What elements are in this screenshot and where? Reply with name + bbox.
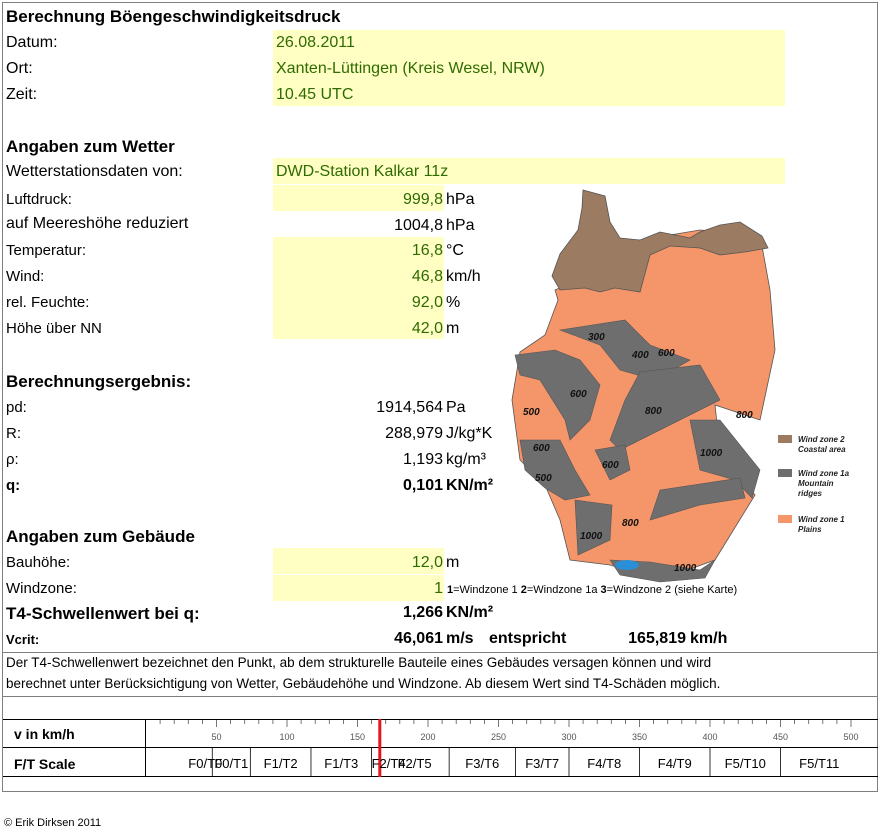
weather-heading: Angaben zum Wetter	[6, 137, 175, 156]
map-label: 800	[645, 406, 662, 417]
map-label: 800	[736, 410, 753, 421]
wind-unit: km/h	[446, 268, 481, 285]
ft-class-cell: F1/T2	[263, 756, 298, 771]
vcrit-kmh-unit: km/h	[690, 630, 728, 647]
copyright: © Erik Dirksen 2011	[4, 817, 102, 829]
map-label: 600	[533, 443, 550, 454]
wind-value[interactable]: 46,8	[411, 268, 443, 285]
lake-constance	[615, 560, 639, 570]
ft-class-cell: F2/T4	[371, 756, 406, 771]
map-label: 600	[658, 348, 675, 359]
zone-note-1: 1	[447, 584, 454, 596]
map-label: 600	[602, 460, 619, 471]
ft-class-cell: F5/T10	[724, 756, 766, 771]
sealevel-unit: hPa	[446, 217, 475, 234]
temperature-unit: °C	[446, 242, 464, 259]
tick-label: 400	[702, 732, 718, 742]
vcrit-ms-unit: m/s	[446, 630, 474, 647]
q-unit: KN/m²	[446, 477, 494, 494]
height-unit: m	[446, 554, 460, 571]
wind-label: Wind:	[6, 268, 45, 285]
map-label: 500	[535, 473, 552, 484]
ft-class-cell: F0/T0	[188, 756, 223, 771]
legend-swatch-coastal	[778, 435, 792, 443]
vcrit-kmh-value: 165,819	[628, 630, 686, 647]
map-label: 1000	[580, 531, 603, 542]
map-label: 600	[570, 389, 587, 400]
results-heading: Berechnungsergebnis:	[6, 372, 192, 391]
pd-unit: Pa	[446, 399, 466, 416]
ft-scale-label: F/T Scale	[14, 756, 76, 772]
humidity-value[interactable]: 92,0	[411, 294, 443, 311]
pd-label: pd:	[6, 399, 27, 416]
zone-note	[447, 585, 737, 596]
map-label: 1000	[700, 448, 723, 459]
pd-value: 1914,564	[376, 399, 443, 416]
altitude-unit: m	[446, 320, 460, 337]
ft-class-cell: F5/T11	[799, 756, 840, 771]
ft-class-cell: F3/T7	[525, 756, 560, 771]
altitude-label: Höhe über NN	[6, 320, 102, 337]
humidity-label: rel. Feuchte:	[6, 294, 90, 311]
q-label: q:	[6, 477, 21, 494]
map-label: 300	[588, 332, 605, 343]
location-value[interactable]: Xanten-Lüttingen (Kreis Wesel, NRW)	[276, 60, 545, 77]
legend-text: Plains	[798, 525, 822, 534]
r-unit: J/kg*K	[446, 425, 493, 442]
ft-class-cell: F3/T6	[465, 756, 500, 771]
map-label: 1000	[674, 563, 697, 574]
r-value: 288,979	[385, 425, 443, 442]
description-line-2: berechnet unter Berücksichtigung von Wetter, Gebäudehöhe und Windzone. Ab diesem Wert sind T4-Schäden möglich.	[6, 676, 721, 691]
zone-note-3: 3	[600, 584, 607, 596]
description-line-1: Der T4-Schwellenwert bezeichnet den Punkt, ab dem strukturelle Bauteile eines Gebäudes versagen können und wird	[6, 655, 712, 670]
vcrit-entspricht: entspricht	[489, 630, 567, 647]
v-scale-label: v in km/h	[14, 726, 75, 742]
divider	[3, 696, 877, 697]
tick-label: 150	[349, 732, 366, 742]
sealevel-label: auf Meereshöhe reduziert	[6, 215, 189, 232]
station-label: Wetterstationsdaten von:	[6, 163, 183, 180]
date-value[interactable]: 26.08.2011	[276, 34, 355, 51]
tick-label: 500	[843, 732, 859, 742]
rho-value: 1,193	[402, 451, 443, 468]
ft-class-cell: F1/T3	[324, 756, 359, 771]
height-value[interactable]: 12,0	[411, 554, 443, 571]
map-label: 800	[622, 518, 639, 529]
vcrit-label: Vcrit:	[6, 632, 40, 647]
vcrit-ms-value: 46,061	[394, 630, 443, 647]
legend-text: Mountain	[798, 479, 834, 488]
tick-label: 200	[420, 732, 436, 742]
r-label: R:	[6, 425, 21, 442]
pressure-value[interactable]: 999,8	[402, 191, 443, 208]
height-label: Bauhöhe:	[6, 554, 71, 571]
tick-label: 50	[211, 732, 222, 742]
pressure-label: Luftdruck:	[6, 191, 72, 208]
threshold-label: T4-Schwellenwert bei q:	[6, 604, 200, 623]
time-label: Zeit:	[6, 86, 38, 103]
location-label: Ort:	[6, 60, 33, 77]
zone-label: Windzone:	[6, 580, 77, 597]
tick-label: 450	[772, 732, 789, 742]
sealevel-value: 1004,8	[394, 217, 443, 234]
wind-zone-map	[505, 185, 875, 585]
zone-note-1-text: =Windzone 1	[453, 584, 521, 596]
ft-class-cell: F0/T1	[214, 756, 249, 771]
zone-note-2-text: =Windzone 1a	[526, 584, 601, 596]
legend-swatch-mountain	[778, 469, 792, 477]
zone-note-3-text: =Windzone 2 (siehe Karte)	[606, 584, 738, 596]
time-value[interactable]: 10.45 UTC	[276, 86, 354, 103]
tick-label: 350	[631, 732, 648, 742]
ft-class-cell: F4/T9	[657, 756, 692, 771]
tick-label: 250	[490, 732, 507, 742]
humidity-unit: %	[446, 294, 461, 311]
q-value: 0,101	[402, 477, 443, 494]
pressure-unit: hPa	[446, 191, 475, 208]
ft-class-cell: F2/T5	[397, 756, 432, 771]
threshold-value: 1,266	[402, 604, 443, 621]
building-heading: Angaben zum Gebäude	[6, 527, 195, 546]
page-title: Berechnung Böengeschwindigkeitsdruck	[6, 7, 341, 26]
station-value[interactable]: DWD-Station Kalkar 11z	[276, 163, 449, 180]
map-label: 400	[632, 350, 649, 361]
legend-text: Wind zone 2	[798, 435, 845, 444]
divider	[3, 652, 877, 653]
threshold-unit: KN/m²	[446, 604, 494, 621]
legend-swatch-plains	[778, 515, 792, 523]
legend-text: ridges	[798, 489, 823, 498]
date-label: Datum:	[6, 34, 58, 51]
ft-class-cell: F4/T8	[587, 756, 622, 771]
tick-label: 100	[279, 732, 295, 742]
legend-text: Wind zone 1a	[798, 469, 850, 478]
zone-value[interactable]: 1	[434, 580, 443, 597]
zone-note-2: 2	[520, 584, 527, 596]
temperature-label: Temperatur:	[6, 242, 87, 259]
rho-unit: kg/m³	[446, 451, 486, 468]
altitude-value[interactable]: 42,0	[411, 320, 443, 337]
rho-label: ρ:	[6, 451, 19, 468]
map-label: 500	[523, 407, 540, 418]
legend-text: Coastal area	[798, 445, 846, 454]
legend-text: Wind zone 1	[798, 515, 845, 524]
tick-label: 300	[561, 732, 577, 742]
temperature-value[interactable]: 16,8	[411, 242, 443, 259]
